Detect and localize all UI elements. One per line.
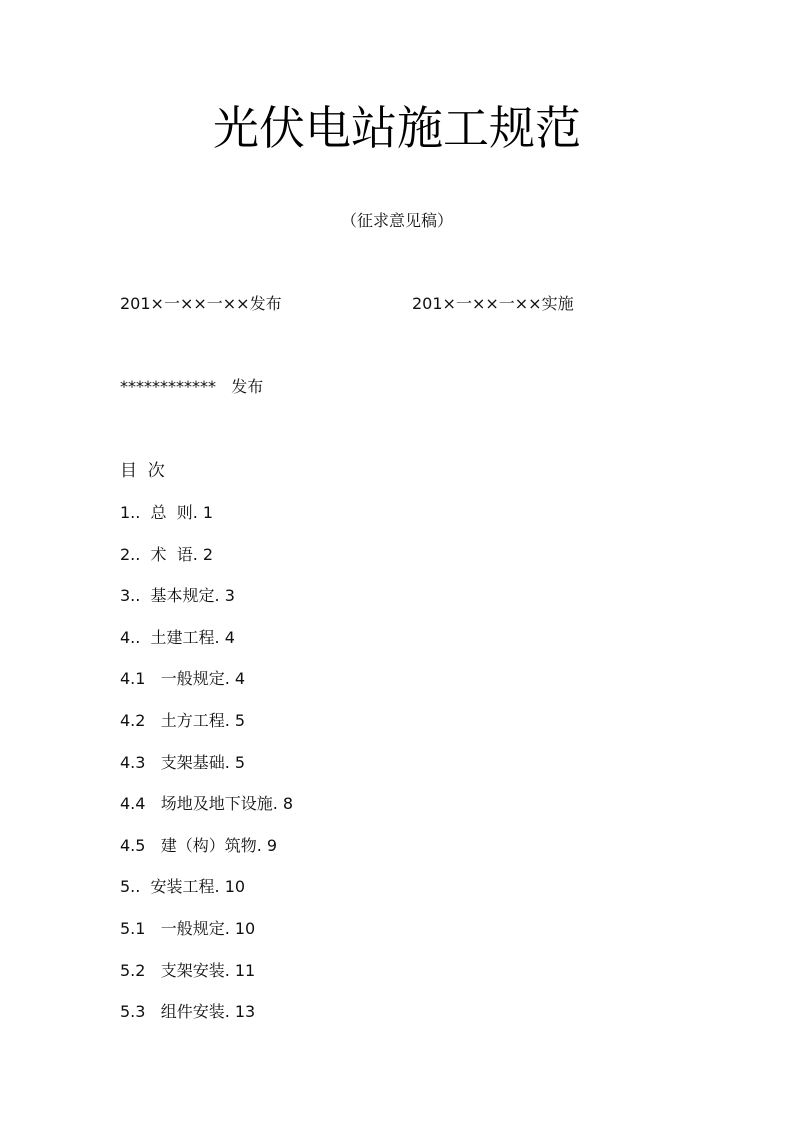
toc-item: 5.1 一般规定. 10 [120,918,256,938]
toc-item: 4.4 场地及地下设施. 8 [120,794,294,814]
toc-item: 4.. 土建工程. 4 [120,627,235,647]
toc-item: 3.. 基本规定. 3 [120,586,235,606]
toc-item: 4.3 支架基础. 5 [120,752,246,772]
release-date: 201×一××一××发布 [120,294,282,313]
date-row [120,293,680,317]
publisher-line: ************ 发布 [120,377,264,396]
toc-item: 4.1 一般规定. 4 [120,669,246,689]
toc-item: 2.. 术 语. 2 [120,544,214,564]
toc-item: 5.3 组件安装. 13 [120,1002,256,1022]
document-title: 光伏电站施工规范 [213,101,581,155]
toc-item: 1.. 总 则. 1 [120,503,214,522]
effective-date: 201×一××一××实施 [412,294,574,313]
document-subtitle: （征求意见稿） [340,211,453,230]
table-of-contents [120,502,293,1043]
toc-item: 4.2 土方工程. 5 [120,710,246,730]
toc-item: 4.5 建（构）筑物. 9 [120,835,278,855]
toc-item: 5.2 支架安装. 11 [120,960,256,980]
toc-item: 5.. 安装工程. 10 [120,877,246,897]
toc-heading: 目 次 [120,461,165,481]
